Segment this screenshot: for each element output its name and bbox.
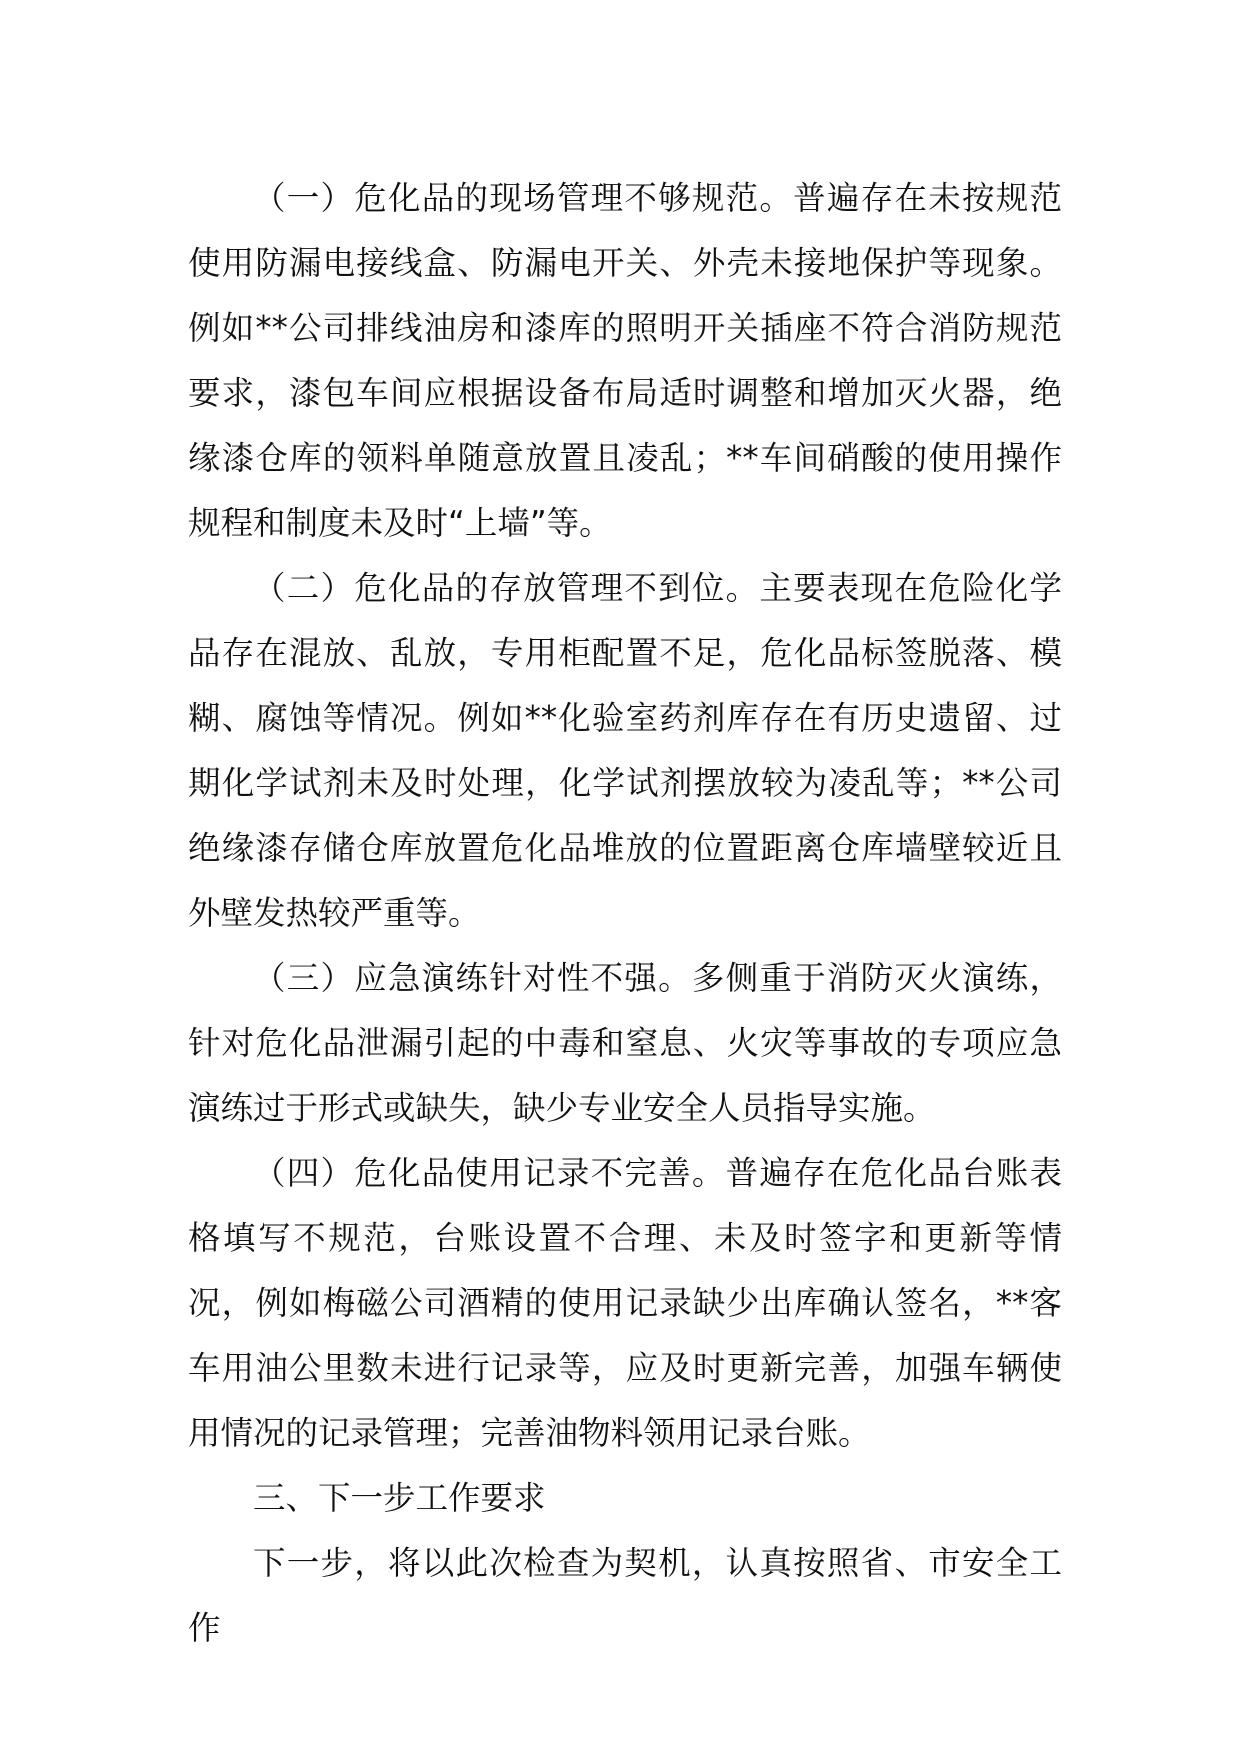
paragraph-usage-records: （四）危化品使用记录不完善。普遍存在危化品台账表格填写不规范，台账设置不合理、未及时签字和更新等情况，例如梅磁公司酒精的使用记录缺少出库确认签名，**客车用油公里数未进行记录等，应及时更新完善，加强车辆使用情况的记录管理；完善油物料领用记录台账。 (188, 1154, 1062, 1452)
paragraph-site-management: （一）危化品的现场管理不够规范。普遍存在未按规范使用防漏电接线盒、防漏电开关、外壳未接地保护等现象。例如**公司排线油房和漆库的照明开关插座不符合消防规范要求，漆包车间应根据设备布局适时调整和增加灭火器，绝缘漆仓库的领料单随意放置且凌乱；**车间硝酸的使用操作规程和制度未及时“上墙”等。 (188, 179, 1062, 542)
document-body (188, 166, 1062, 1661)
section-heading: 三、下一步工作要求 (253, 1479, 546, 1517)
paragraph-next-steps: 下一步，将以此次检查为契机，认真按照省、市安全工作 (188, 1544, 1062, 1647)
paragraph-storage-management: （二）危化品的存放管理不到位。主要表现在危险化学品存在混放、乱放，专用柜配置不足，危化品标签脱落、模糊、腐蚀等情况。例如**化验室药剂库存在有历史遗留、过期化学试剂未及时处理，化学试剂摆放较为凌乱等；**公司绝缘漆存储仓库放置危化品堆放的位置距离仓库墙壁较近且外壁发热较严重等。 (188, 569, 1062, 932)
paragraph-emergency-drills: （三）应急演练针对性不强。多侧重于消防灭火演练，针对危化品泄漏引起的中毒和窒息、火灾等事故的专项应急演练过于形式或缺失，缺少专业安全人员指导实施。 (188, 959, 1062, 1127)
